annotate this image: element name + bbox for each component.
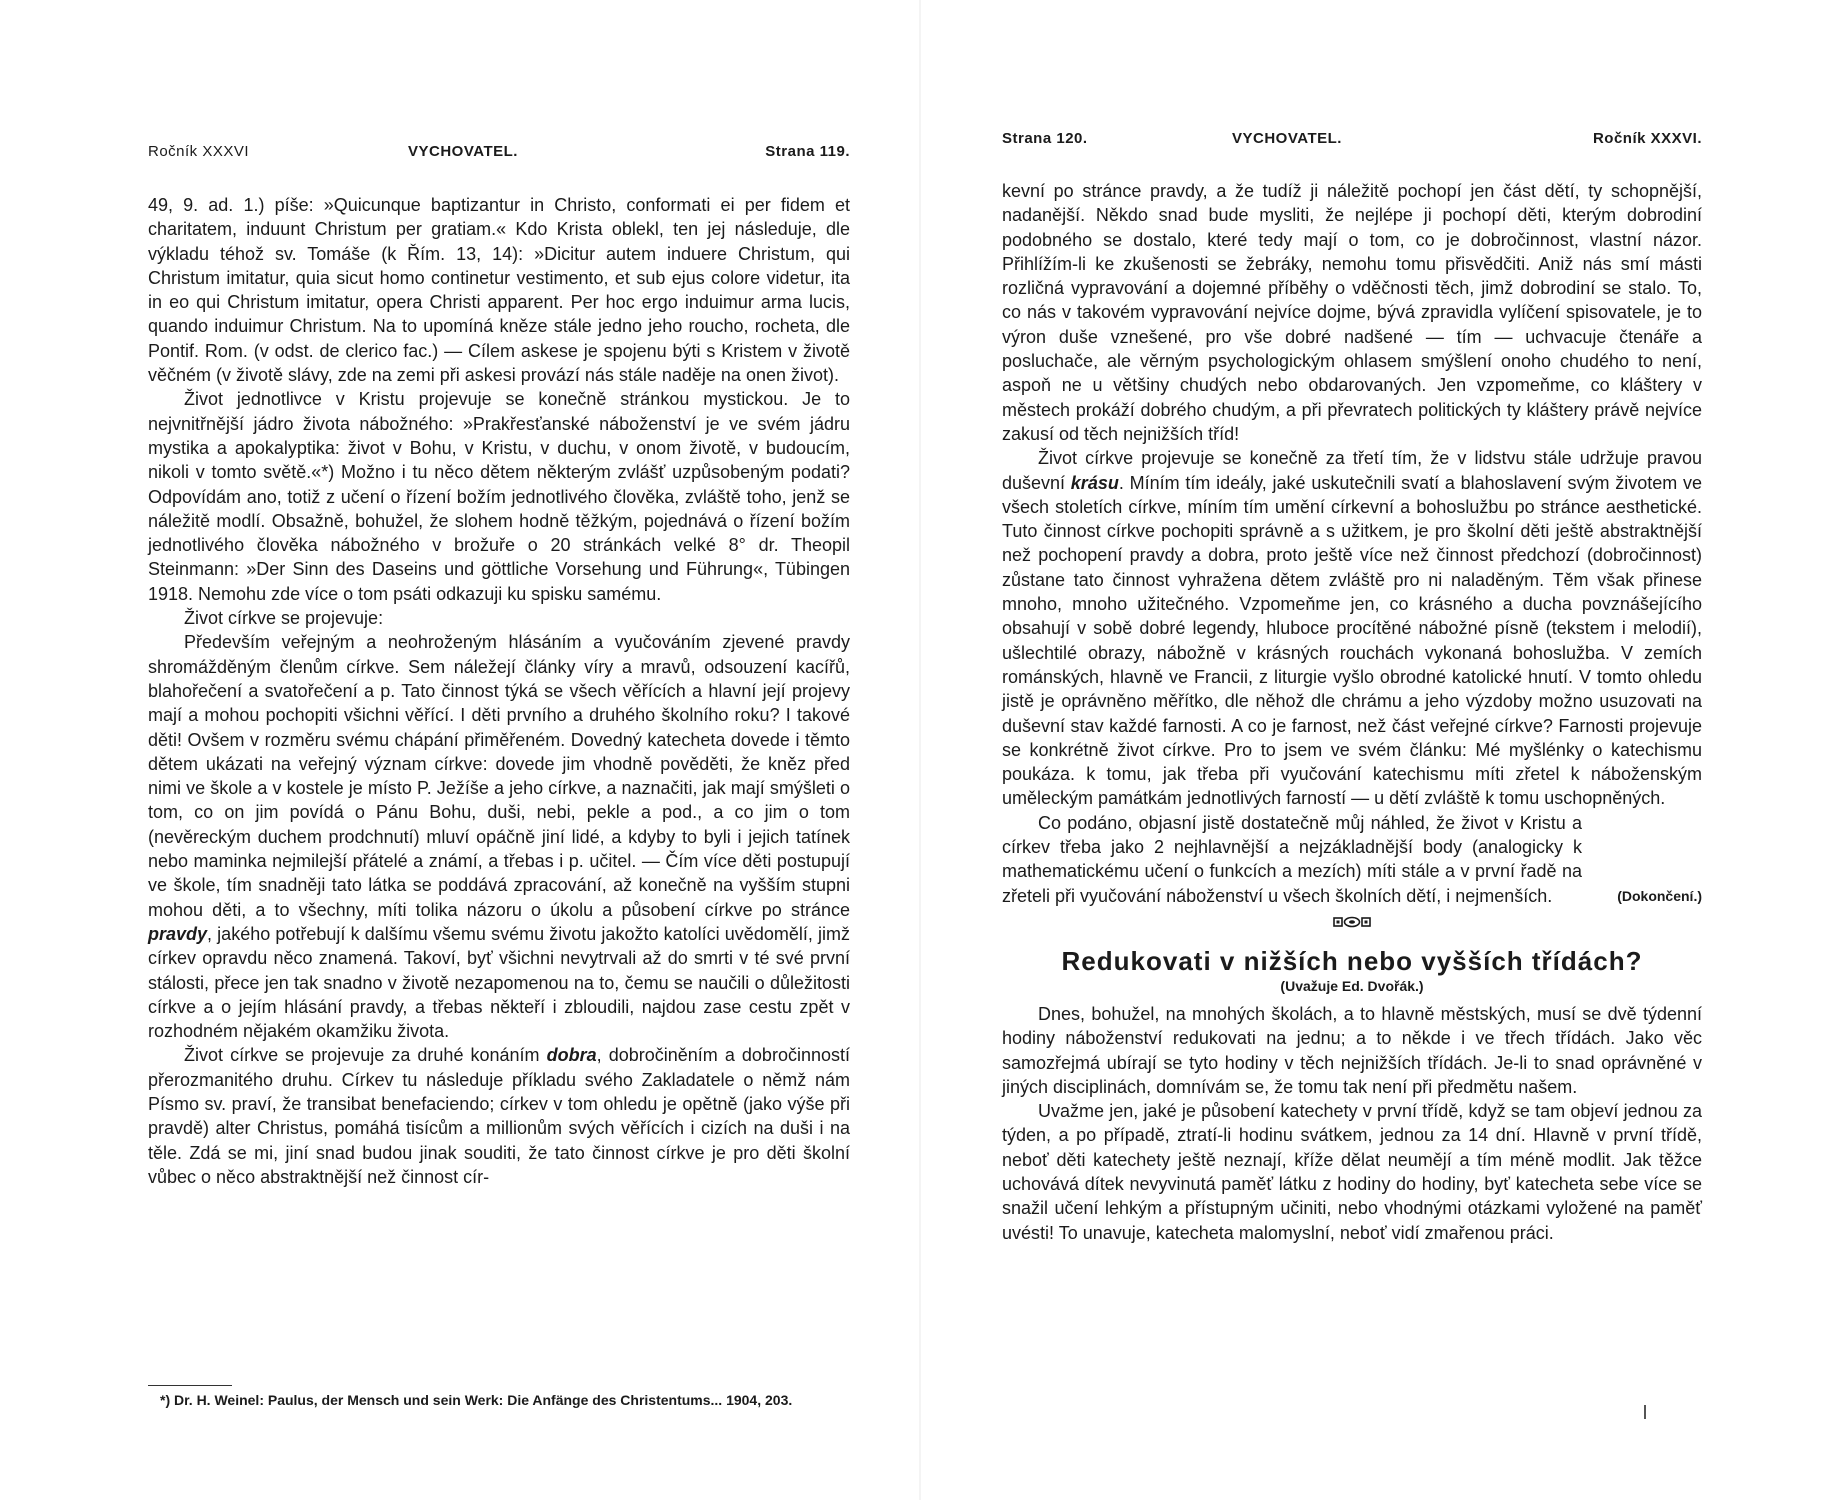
emphasis: krásu — [1070, 472, 1119, 493]
paragraph: Život církve projevuje se konečně za třetí tím, že v lidstvu stále udržuje pravou duševní krásu. Míním tím ideály, jaké uskutečnili svatí a blahoslavení svým životem ve všech stoletích církve, míním tím umění církevní a bohoslužbu po stránce aesthetické. Tuto činnost církve pochopiti správně a s užitkem, je pro školní děti ještě abstraktnější než pochopení pravdy a dobra, proto ještě více než činnost předchozí (dobročinnost) zůstane tato činnost vyhražena dětem zvláště pro ni naladěným. Těm však přinese mnoho, mnoho užitečného. Vzpomeňme jen, co krásného a ducha povznášejícího obsahují v sobě dobré legendy, hluboce procítěné nábožné písně (tekstem i melodií), ušlechtilé obrazy, nábožně v krásných rouchách vykonaná bohoslužba. V zemích románských, hlavně ve Francii, z liturgie vyšlo obrodné katolické hnutí. V tomto ohledu jistě je oprávněno měřítko, dle něhož dle chrámu a jeho výzdoby možno usuzovati na duševní stav každé farnosti. A co je farnost, než část veřejné církve? Farnosti projevuje se konkrétně život církve. Pro to jsem ve svém článku: Mé myšlénky o katechismu poukáza. k tomu, jak třeba při vyučování katechismu míti zřetel k náboženským uměleckým památkám jednotlivých farností — u dětí zvláště k tomu uschopněných. — [1002, 448, 1702, 809]
closing-row — [1002, 811, 1702, 908]
volume-label: Ročník XXXVI — [148, 143, 250, 160]
page-number: Strana 120. — [1002, 130, 1088, 147]
emphasis: dobra — [546, 1045, 597, 1066]
paragraph: Život církve se projevuje za druhé konáním dobra, dobročiněním a dobročinností přerozmanitého druhu. Církev tu následuje příkladu svého Zakladatele o němž nám Písmo sv. praví, že transibat benefaciendo; církev v tom ohledu je opětně (jako výše při pravdě) alter Christus, pomáhá tisícům a millionům svých věřících i cizích na duši i na těle. Zdá se mi, jiní snad budou jinak souditi, že tato činnost církve je pro děti školní vůbec o něco abstraktnější než činnost cír- — [148, 1045, 850, 1187]
running-head-right — [1002, 130, 1702, 156]
paragraph: Život jednotlivce v Kristu projevuje se konečně stránkou mystickou. Je to nejvnitřnější jádro života nábožného: »Prakřesťanské náboženství je ve svém jádru mystika a apokalyptika: život v Bohu, v Kristu, v duchu, v onom životě, v budoucím, nikoli v tomto světě.«*) Možno i tu něco dětem některým zvlášť uzpůsobeným podati? Odpovídám ano, totiž z učení o řízení božím jednotlivého člověka, zvláště toho, jenž se náležitě modlí. Obsažně, bohužel, že slohem hodně těžkým, pojednává o řízení božím jednotlivého člověka nábožného v brožuře o 20 stránkách velké 8° dr. Theopil Steinmann: »Der Sinn des Daseins und göttliche Vorsehung und Führung«, Tübingen 1918. Nemohu zde více o tom psáti odkazuji ku spisku samému. — [148, 389, 850, 604]
journal-title: VYCHOVATEL. — [1232, 130, 1342, 147]
emphasis: pravdy — [148, 923, 208, 944]
journal-title: VYCHOVATEL. — [408, 143, 518, 160]
paragraph: Především veřejným a neohroženým hlásáním a vyučováním zjevené pravdy shromážděným členům církve. Sem náležejí články víry a mravů, odsouzení kacířů, blahořečení a svatořečení a p. Tato činnost týká se všech věřících a hlavní její projevy mají a mohou pochopiti všichni věřící. I děti prvního a druhého školního roku? I takové děti! Ovšem v rozměru svému chápání přiměřeném. Dovedný katecheta dovede i těmto dětem ukázati na veřejný význam církve: dovede jim vhodně pověděti, že kněz před nimi ve škole a v kostele je místo P. Ježíše a jeho církve, a naznačiti, jak mají smýšleti o tom, co on jim povídá o Pánu Bohu, duši, nebi, pekle a pod., a co jim o tom (nevěreckým duchem prodchnutí) mluví opáčně jiní lidé, a kdyby to byli i jejich tatínek nebo maminka nejmilejší přátelé a známí, a třebas i p. učitel. — Čím více děti postupují ve škole, tím snadněji tato látka se poddává zpracování, až konečně na vyšším stupni mohou děti, a to všechny, míti tolika názoru o úkolu a působení církve po stránce pravdy, jakého potřebují k dalšímu všemu svému životu jakožto katolíci uvědomělí, jimž církev opravdu něco znamená. Takoví, byť všichni nevytrvali až do smrti v té své první stálosti, přece jen tak snadno v životě nezapomenou na to, čemu se naučili o důležitosti církve a o jejím hlásání pravdy, a třebas někteří i zbloudili, najdou zase cestu zpět v rozhodném nějakém okamžiku života. — [148, 632, 850, 1042]
footnote: *) Dr. H. Weinel: Paulus, der Mensch und sein Werk: Die Anfänge des Christentums... 1904, 203. — [160, 1392, 793, 1408]
paragraph: Život církve se projevuje: — [184, 608, 384, 629]
left-body-text — [148, 193, 850, 1189]
running-head-left — [148, 143, 850, 169]
stray-mark — [1644, 1405, 1646, 1419]
volume-label: Ročník XXXVI. — [1592, 130, 1702, 147]
paragraph: 49, 9. ad. 1.) píše: »Quicunque baptizantur in Christo, conformati ei per fidem et charitatem, induunt Christum per gratiam.« Kdo Krista oblekl, ten jej následuje, dle výkladu téhož sv. Tomáše (k Řím. 13, 14): »Dicitur autem induere Christum, qui Christum imitatur, quia sicut homo continetur vestimento, et sub ejus colore videtur, ita in eo qui Christum imitatur, opera Christi apparent. Per hoc ergo induimur arma lucis, quando induimur Christum. Na to upomíná kněze stále jedno jeho roucho, rocheta, dle Pontif. Rom. (v odst. de clerico fac.) — Cílem askese je spojenu býti s Kristem v životě věčném (v životě slávy, zde na zemi při askesi provází nás stále naděje na onen život). — [148, 195, 850, 386]
article-author: (Uvažuje Ed. Dvořák.) — [1280, 977, 1424, 994]
page-number: Strana 119. — [765, 143, 850, 160]
article-title: Redukovati v nižších nebo vyšších třídách? — [1061, 945, 1643, 976]
paragraph: Co podáno, objasní jistě dostatečně můj náhled, že život v Kristu a církev třeba jako 2 nejhlavnější a nejzákladnější body (analogicky k mathematickému učení o funkcích a mezích) míti stále a v první řadě na zřeteli při vyučování náboženství u všech školních dětí, i nejmenších. — [1002, 812, 1582, 906]
to-be-concluded-note: (Dokončení.) — [1617, 887, 1702, 904]
footnote-rule — [148, 1385, 232, 1386]
ornament-icon — [1333, 916, 1371, 928]
paragraph: kevní po stránce pravdy, a že tudíž ji náležitě pochopí jen část dětí, ty schopnější, nadanější. Někdo snad bude mysliti, že nejlépe ji pochopí děti, kterým dobrodiní podobného se dostalo, které tedy mají o tom, co je dobročinnost, vlastní názor. Přihlížím-li ke zkušenosti se žebráky, nemohu tomu přisvědčiti. Aniž nás smí másti rozličná vypravování a dojemné příběhy o vděčnosti těch, jimž dobrodiní se stalo. To, co nás v takovém vypravování nejvíce dojme, bývá zpravidla vylíčení spisovatele, je to výron duše vznešené, pro vše dobré nadšené — tím — uchvacuje čtenáře a posluchače, ale věrným psychologickým ohlasem smýšlení onoho chudého to není, aspoň ne u většiny chudých nebo obdarovaných. Jen vzpomeňme, co kláštery v městech prokáží dobrého chudým, a při převratech politických ty kláštery právě nejvíce zakusí od těch nejnižších tříd! — [1002, 181, 1702, 444]
paragraph: Dnes, bohužel, na mnohých školách, a to hlavně městských, musí se dvě týdenní hodiny náboženství redukovati na jednu; a to někde i ve třech třídách. Jako věc samozřejmá ubírají se tyto hodiny v těch nejnižších třídách. Je-li to snad oprávněné v jiných disciplinách, domnívám se, že tomu tak není při předmětu našem. — [1002, 1003, 1702, 1097]
right-page — [920, 0, 1840, 1500]
right-body-text — [1002, 179, 1702, 1245]
paragraph: Uvažme jen, jaké je působení katechety v první třídě, když se tam objeví jednou za týden, a po případě, ztratí-li hodinu svátkem, jednou za 14 dní. Hlavně v první třídě, neboť děti katechety ještě neznají, kříže dělat neumějí a tím méně modlit. Jak těžce uchovává dítek nevyvinutá paměť látku z hodiny do hodiny, byť katecheta sebe více se snažil učení lehkým a přístupným učiniti, nebo vhodnými otázkami vyložené na paměť uvésti! To unavuje, katecheta malomyslní, neboť vidí zmařenou práci. — [1002, 1101, 1702, 1243]
